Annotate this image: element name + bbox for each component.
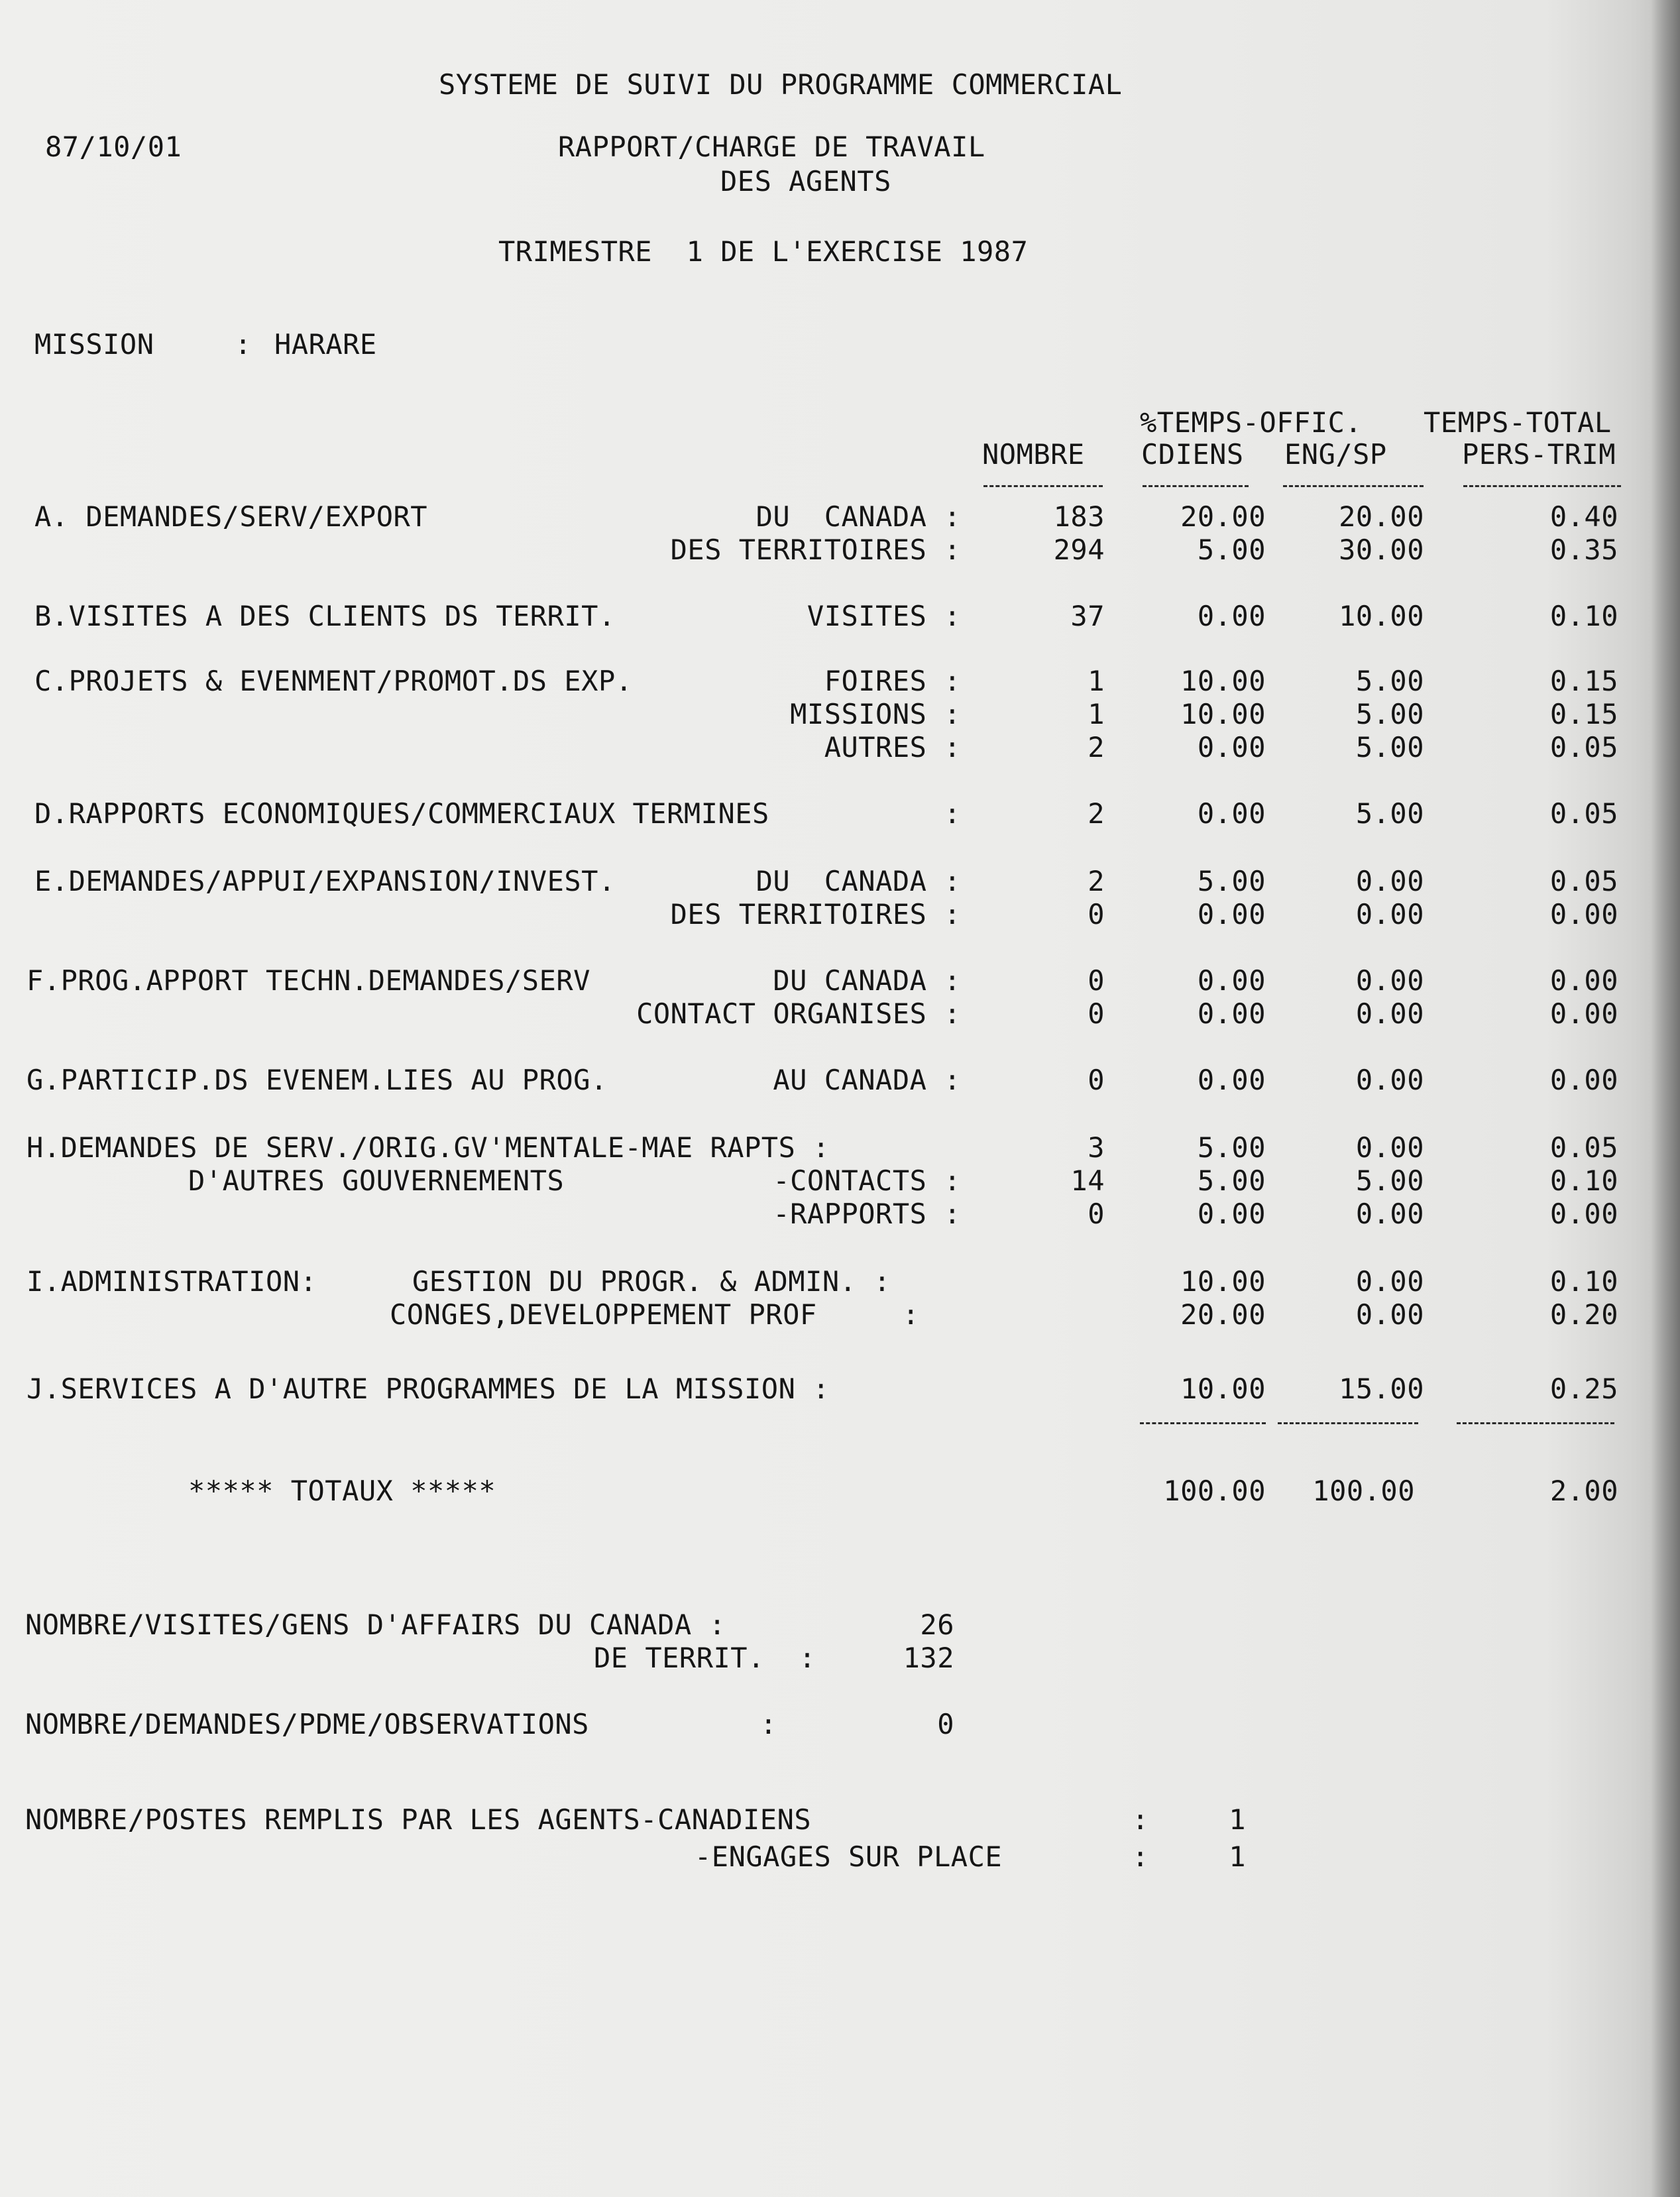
section-g-title: G.PARTICIP.DS EVENEM.LIES AU PROG. [27,1064,608,1096]
row-h3-pers-trim: 0.00 [1549,1198,1618,1230]
row-h1-cdiens: 5.00 [1197,1131,1266,1164]
section-c-title: C.PROJETS & EVENMENT/PROMOT.DS EXP. [34,665,633,697]
totals-label: ***** TOTAUX ***** [188,1475,496,1507]
row-a2-nombre: 294 [1053,534,1105,566]
row-f2-label: CONTACT ORGANISES : [636,997,961,1030]
row-h2-cdiens: 5.00 [1197,1164,1266,1197]
header-rule-nombre [983,485,1103,487]
section-j-title: J.SERVICES A D'AUTRE PROGRAMMES DE LA MISSION : [27,1373,830,1405]
col-header-cdiens: CDIENS [1141,438,1244,471]
row-d1-cdiens: 0.00 [1197,797,1266,830]
row-h3-eng-sp: 0.00 [1355,1198,1424,1230]
row-d1-pers-trim: 0.05 [1549,797,1618,830]
col-header-temps-total: TEMPS-TOTAL [1424,406,1612,439]
mission-label: MISSION [34,328,154,361]
row-h2-pers-trim: 0.10 [1549,1164,1618,1197]
footer-visites-label: NOMBRE/VISITES/GENS D'AFFAIRS DU CANADA : [25,1608,726,1641]
row-c2-cdiens: 10.00 [1180,698,1266,730]
col-header-pers-trim: PERS-TRIM [1462,438,1616,471]
row-c2-nombre: 1 [1088,698,1105,730]
totals-eng-sp: 100.00 [1312,1475,1415,1507]
row-a1-cdiens: 20.00 [1180,500,1266,533]
footer-visites-canada: 26 [920,1608,954,1641]
row-c3-pers-trim: 0.05 [1549,731,1618,763]
quarter-line: TRIMESTRE 1 DE L'EXERCISE 1987 [498,235,1029,268]
col-header-nombre: NOMBRE [982,438,1085,471]
row-d1-label: : [944,797,961,830]
row-h1-nombre: 3 [1088,1131,1105,1164]
row-f2-eng-sp: 0.00 [1355,997,1424,1030]
row-b1-pers-trim: 0.10 [1549,600,1618,632]
row-h1-eng-sp: 0.00 [1355,1131,1424,1164]
section-h-title: H.DEMANDES DE SERV./ORIG.GV'MENTALE-MAE RAPTS : [27,1131,830,1164]
row-f1-nombre: 0 [1088,964,1105,997]
totals-cdiens: 100.00 [1163,1475,1266,1507]
row-c1-nombre: 1 [1088,665,1105,697]
row-e1-label: DU CANADA : [756,865,961,897]
system-title: SYSTEME DE SUIVI DU PROGRAMME COMMERCIAL [439,68,1123,101]
row-b1-label: VISITES : [807,600,961,632]
row-e1-pers-trim: 0.05 [1549,865,1618,897]
section-i-title: I.ADMINISTRATION: [27,1265,317,1298]
row-a2-label: DES TERRITOIRES : [670,534,961,566]
header-rule-pers-trim [1463,485,1621,487]
row-e2-pers-trim: 0.00 [1549,898,1618,930]
row-e2-nombre: 0 [1088,898,1105,930]
footer-postes-label: NOMBRE/POSTES REMPLIS PAR LES AGENTS-CANADIENS [25,1803,812,1836]
row-i1-cdiens: 10.00 [1180,1265,1266,1298]
row-d1-nombre: 2 [1088,797,1105,830]
row-c2-eng-sp: 5.00 [1355,698,1424,730]
row-g1-cdiens: 0.00 [1197,1064,1266,1096]
row-b1-cdiens: 0.00 [1197,600,1266,632]
row-d1-eng-sp: 5.00 [1355,797,1424,830]
row-h1-pers-trim: 0.05 [1549,1131,1618,1164]
report-title-line2: DES AGENTS [720,165,891,197]
report-date: 87/10/01 [45,131,182,163]
col-header-temps-offic: %TEMPS-OFFIC. [1140,406,1363,439]
totals-rule-eng-sp [1278,1422,1418,1424]
row-j1-eng-sp: 15.00 [1339,1373,1424,1405]
row-f2-cdiens: 0.00 [1197,997,1266,1030]
section-d-title: D.RAPPORTS ECONOMIQUES/COMMERCIAUX TERMINES [34,797,769,830]
row-j1-cdiens: 10.00 [1180,1373,1266,1405]
footer-engages-separator: : [1132,1840,1149,1873]
section-f-title: F.PROG.APPORT TECHN.DEMANDES/SERV [27,964,590,997]
header-rule-cdiens [1143,485,1249,487]
section-b-title: B.VISITES A DES CLIENTS DS TERRIT. [34,600,616,632]
row-e1-eng-sp: 0.00 [1355,865,1424,897]
row-c1-label: FOIRES : [824,665,961,697]
row-e2-label: DES TERRITOIRES : [670,898,961,930]
section-a-title: A. DEMANDES/SERV/EXPORT [34,500,428,533]
row-c1-cdiens: 10.00 [1180,665,1266,697]
row-g1-eng-sp: 0.00 [1355,1064,1424,1096]
mission-value: HARARE [274,328,377,361]
row-f1-label: DU CANADA : [773,964,961,997]
row-i1-pers-trim: 0.10 [1549,1265,1618,1298]
row-f1-cdiens: 0.00 [1197,964,1266,997]
row-j1-pers-trim: 0.25 [1549,1373,1618,1405]
row-c2-pers-trim: 0.15 [1549,698,1618,730]
row-b1-eng-sp: 10.00 [1339,600,1424,632]
row-i1-label: GESTION DU PROGR. & ADMIN. : [412,1265,891,1298]
row-g1-label: AU CANADA : [773,1064,961,1096]
row-e2-eng-sp: 0.00 [1355,898,1424,930]
footer-postes-separator: : [1132,1803,1149,1836]
row-i2-eng-sp: 0.00 [1355,1298,1424,1331]
header-rule-eng-sp [1283,485,1424,487]
row-c3-cdiens: 0.00 [1197,731,1266,763]
row-a1-label: DU CANADA : [756,500,961,533]
page-edge-shadow [1651,0,1680,2197]
footer-pdme-value: 0 [937,1708,954,1740]
row-i2-pers-trim: 0.20 [1549,1298,1618,1331]
row-a1-eng-sp: 20.00 [1339,500,1424,533]
footer-pdme-label: NOMBRE/DEMANDES/PDME/OBSERVATIONS : [25,1708,777,1740]
footer-engages-label: -ENGAGES SUR PLACE [695,1840,1003,1873]
row-e1-nombre: 2 [1088,865,1105,897]
report-title-line1: RAPPORT/CHARGE DE TRAVAIL [558,131,985,163]
row-f1-eng-sp: 0.00 [1355,964,1424,997]
row-e2-cdiens: 0.00 [1197,898,1266,930]
row-i1-eng-sp: 0.00 [1355,1265,1424,1298]
row-g1-nombre: 0 [1088,1064,1105,1096]
section-e-title: E.DEMANDES/APPUI/EXPANSION/INVEST. [34,865,616,897]
row-i2-cdiens: 20.00 [1180,1298,1266,1331]
mission-separator: : [235,328,252,361]
row-h3-cdiens: 0.00 [1197,1198,1266,1230]
totals-pers-trim: 2.00 [1549,1475,1618,1507]
totals-rule-pers-trim [1457,1422,1614,1424]
row-c1-eng-sp: 5.00 [1355,665,1424,697]
section-h-subtitle: D'AUTRES GOUVERNEMENTS [188,1164,565,1197]
totals-rule-cdiens [1140,1422,1266,1424]
row-i2-label: CONGES,DEVELOPPEMENT PROF : [390,1298,920,1331]
row-e1-cdiens: 5.00 [1197,865,1266,897]
row-f2-nombre: 0 [1088,997,1105,1030]
row-c1-pers-trim: 0.15 [1549,665,1618,697]
row-a1-pers-trim: 0.40 [1549,500,1618,533]
row-c3-eng-sp: 5.00 [1355,731,1424,763]
row-h2-label: -CONTACTS : [773,1164,961,1197]
row-c3-nombre: 2 [1088,731,1105,763]
footer-territ-label: DE TERRIT. : [594,1642,816,1674]
row-c2-label: MISSIONS : [790,698,961,730]
row-c3-label: AUTRES : [824,731,961,763]
row-a2-eng-sp: 30.00 [1339,534,1424,566]
row-g1-pers-trim: 0.00 [1549,1064,1618,1096]
row-f2-pers-trim: 0.00 [1549,997,1618,1030]
row-h3-nombre: 0 [1088,1198,1105,1230]
row-a2-cdiens: 5.00 [1197,534,1266,566]
row-h2-eng-sp: 5.00 [1355,1164,1424,1197]
row-a2-pers-trim: 0.35 [1549,534,1618,566]
row-h3-label: -RAPPORTS : [773,1198,961,1230]
row-b1-nombre: 37 [1070,600,1105,632]
row-h2-nombre: 14 [1070,1164,1105,1197]
row-a1-nombre: 183 [1053,500,1105,533]
footer-postes-canadiens: 1 [1229,1803,1246,1836]
row-f1-pers-trim: 0.00 [1549,964,1618,997]
footer-postes-engages: 1 [1229,1840,1246,1873]
col-header-eng-sp: ENG/SP [1284,438,1387,471]
footer-visites-territ: 132 [903,1642,954,1674]
